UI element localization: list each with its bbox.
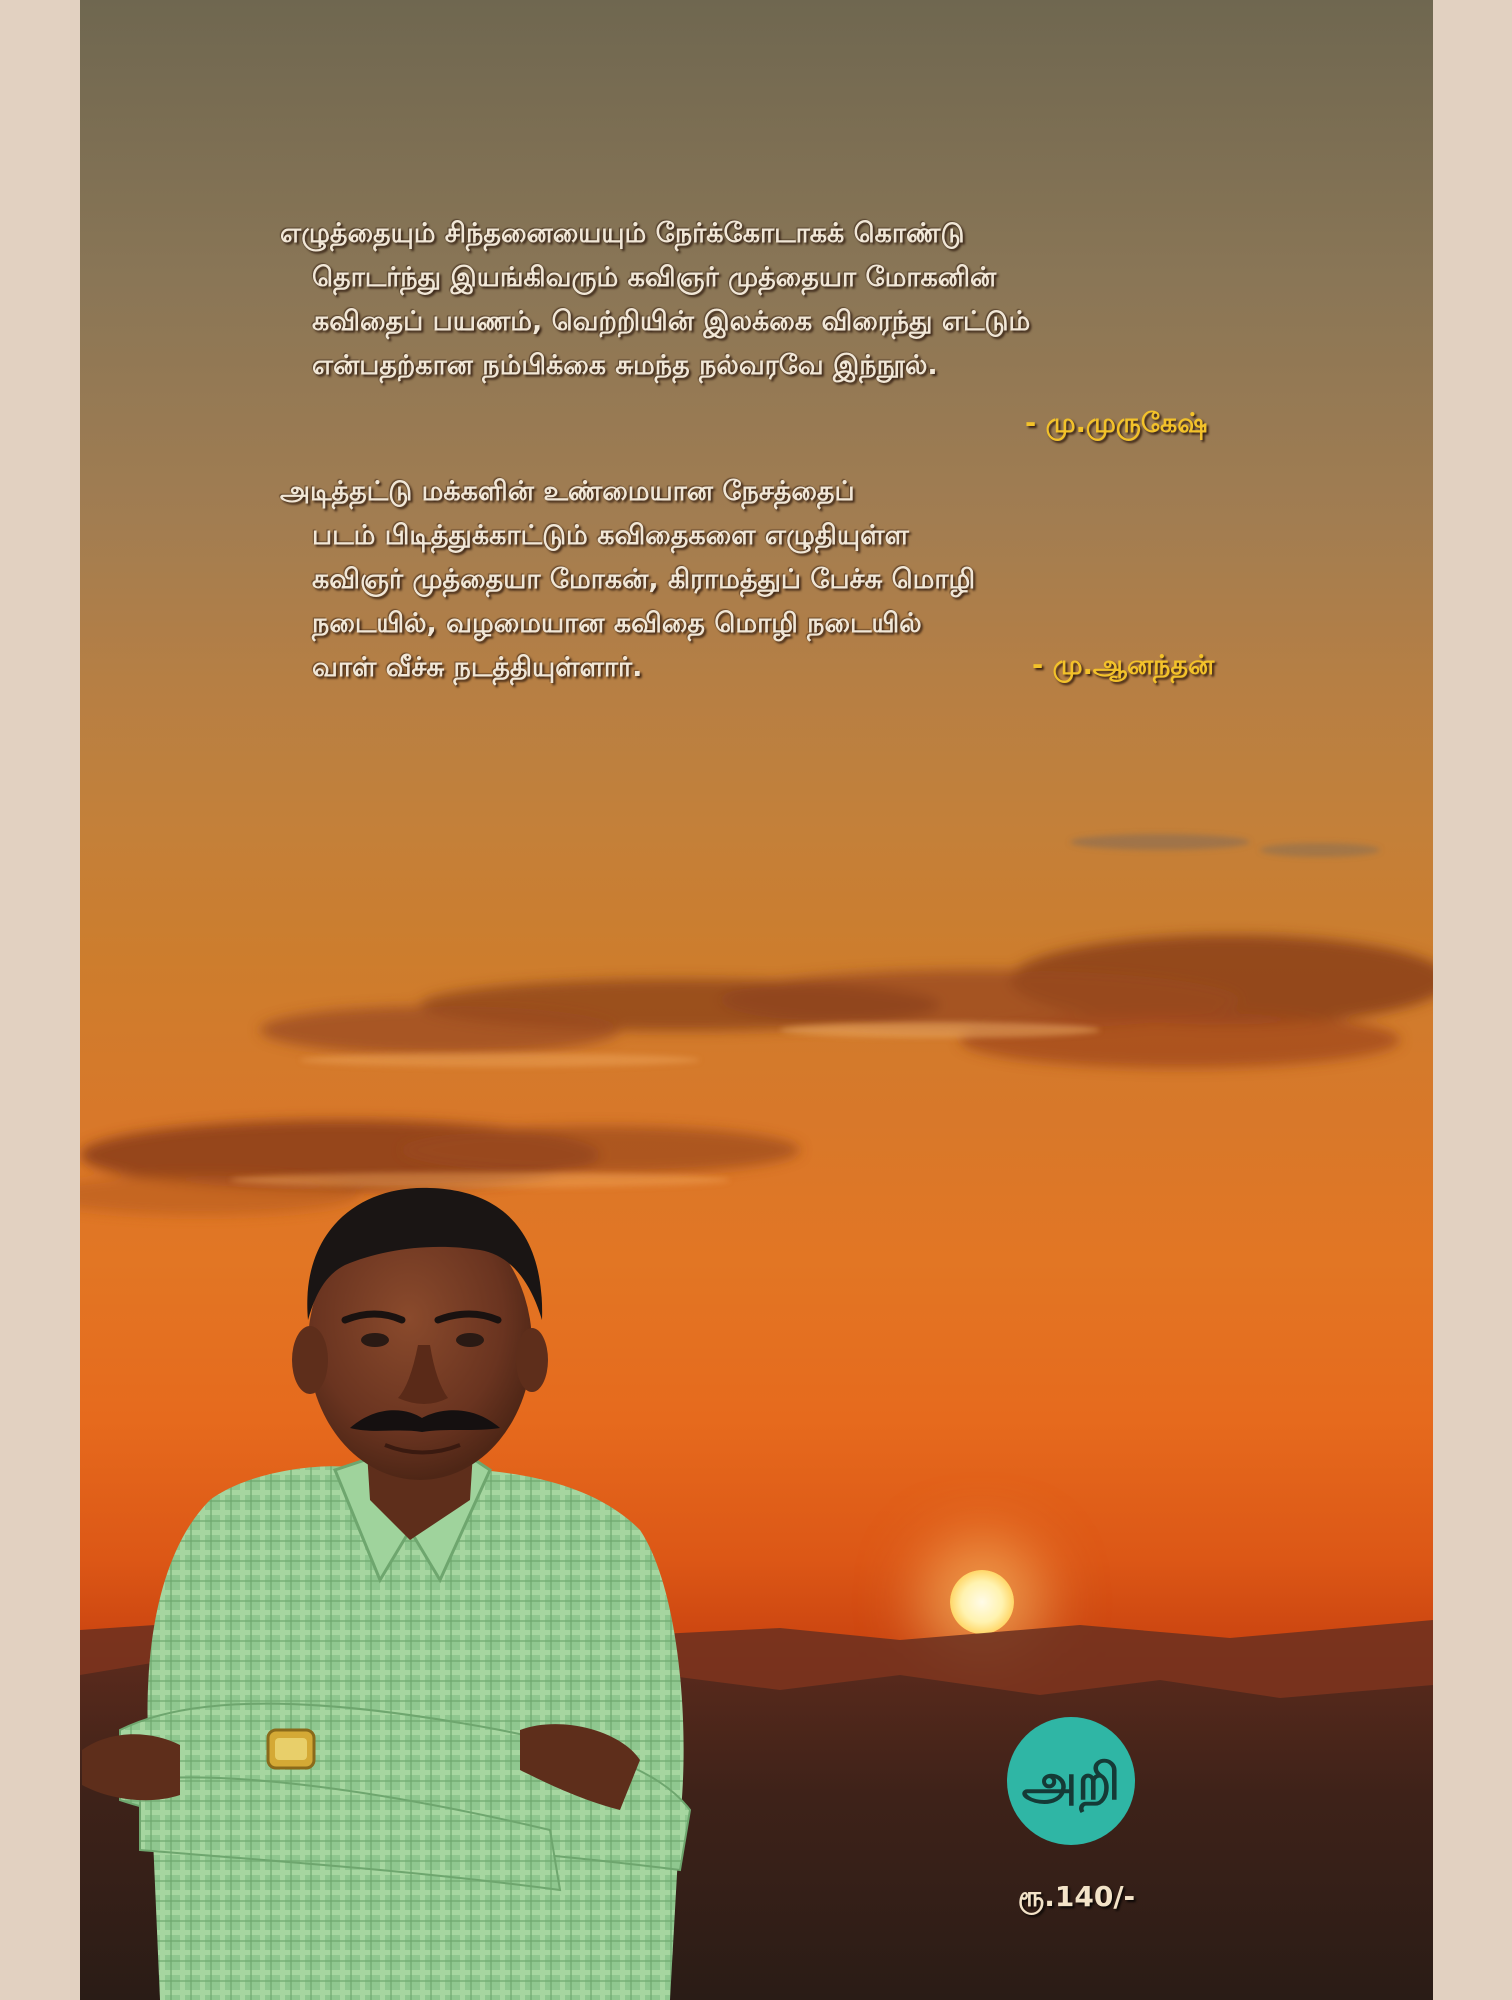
- author-portrait: [80, 1170, 800, 2000]
- quote-one: [280, 212, 1320, 388]
- quote-two-line: வாள் வீச்சு நடத்தியுள்ளார்.: [312, 652, 643, 683]
- quote-one-line: எழுத்தையும் சிந்தனையையும் நேர்க்கோடாகக் கொண்டு: [280, 218, 965, 249]
- quote-two-attribution: - மு.ஆனந்தன்: [1032, 650, 1215, 681]
- quote-one-line: கவிதைப் பயணம், வெற்றியின் இலக்கை விரைந்து எட்டும்: [312, 306, 1031, 337]
- quote-two-line: படம் பிடித்துக்காட்டும் கவிதைகளை எழுதியுள்ள: [312, 520, 909, 551]
- quote-two-line: நடையில், வழமையான கவிதை மொழி நடையில்: [312, 608, 922, 639]
- quote-one-attribution: - மு.முருகேஷ்: [1025, 408, 1208, 439]
- book-back-cover: [80, 0, 1433, 2000]
- quote-one-line: என்பதற்கான நம்பிக்கை சுமந்த நல்வரவே இந்நூல்.: [312, 350, 938, 381]
- publisher-logo-icon: [1005, 1715, 1137, 1847]
- quote-one-line: தொடர்ந்து இயங்கிவரும் கவிஞர் முத்தையா மோகனின்: [312, 262, 997, 293]
- quote-two-line: கவிஞர் முத்தையா மோகன், கிராமத்துப் பேச்சு மொழி: [312, 564, 976, 595]
- quote-two-line: அடித்தட்டு மக்களின் உண்மையான நேசத்தைப்: [280, 476, 855, 507]
- publisher-logo-text: அறி: [1021, 1753, 1121, 1811]
- book-price: ரூ.140/-: [1018, 1880, 1136, 1913]
- publisher-logo: [1005, 1715, 1137, 1847]
